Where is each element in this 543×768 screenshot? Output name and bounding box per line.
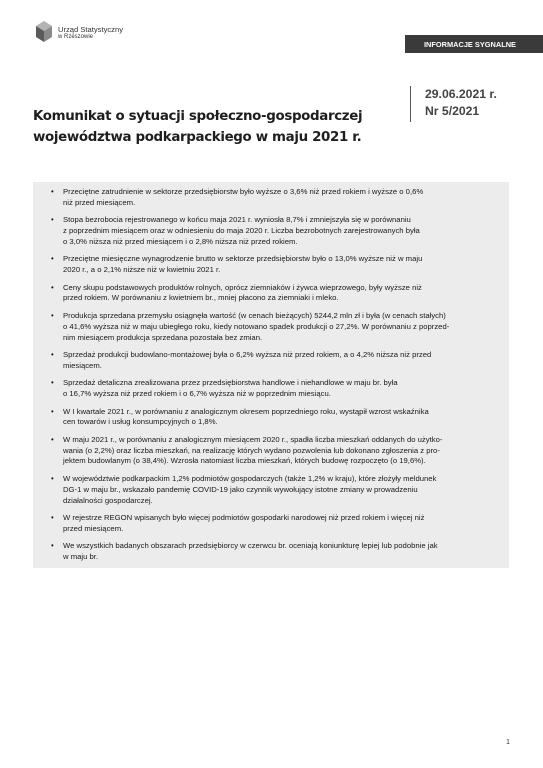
summary-line: przed miesiącem.: [63, 523, 124, 533]
summary-line: 2020 r., a o 2,1% niższe niż w kwietniu 2021 r.: [63, 265, 221, 275]
summary-item: [43, 378, 499, 400]
summary-line: Przeciętne miesięczne wynagrodzenie brutto w sektorze przedsiębiorstw było o 13,0% wyższe niż w maju: [63, 254, 423, 264]
title-line: województwa podkarpackiego w maju 2021 r.: [33, 130, 362, 145]
summary-line: W I kwartale 2021 r., w porównaniu z analogicznym okresem poprzedniego roku, wystąpił wzrost wskaźnika: [63, 406, 429, 416]
page-title: [33, 106, 373, 148]
bullet-icon: •: [51, 215, 54, 225]
summary-item-text: [63, 474, 493, 506]
summary-item: [43, 215, 499, 247]
summary-line: niż przed miesiącem.: [63, 197, 136, 207]
page-number: 1: [506, 737, 510, 746]
logo-location: w Rzeszowie: [58, 33, 94, 40]
summary-item: [43, 350, 499, 372]
summary-line: przed rokiem. W porównaniu z kwietniem br., mniej płacono za ziemniaki i mleko.: [63, 293, 339, 303]
bullet-icon: •: [51, 310, 54, 320]
summary-item: [43, 541, 499, 563]
summary-line: wania (o 2,2%) oraz liczba mieszkań, na realizację których wydano pozwolenia lub dokonano zgłoszenia z pro-: [63, 445, 440, 455]
summary-line: o 16,7% wyższa niż przed rokiem i o 6,7% wyższa niż w poprzednim miesiącu.: [63, 389, 331, 399]
logo: [34, 20, 123, 46]
summary-line: Ceny skupu podstawowych produktów rolnych, oprócz ziemniaków i żywca wieprzowego, były wyższe niż: [63, 282, 422, 292]
summary-item-text: [63, 541, 493, 563]
summary-item: [43, 254, 499, 276]
bullet-icon: •: [51, 513, 54, 522]
summary-line: działalności gospodarczej.: [63, 495, 153, 505]
summary-line: miesiącem.: [63, 360, 102, 370]
summary-line: W maju 2021 r., w porównaniu z analogicznym miesiącem 2020 r., spadła liczba mieszkań oddanych do użytko-: [63, 434, 443, 444]
summary-item: [43, 407, 499, 429]
summary-line: DG-1 w maju br., wskazało pandemię COVID-19 jako czynnik wywołujący istotne zmiany w prowadzeniu: [63, 484, 418, 494]
bullet-icon: •: [51, 282, 54, 292]
summary-line: cen towarów i usług konsumpcyjnych o 1,8%.: [63, 417, 218, 427]
bullet-icon: •: [51, 434, 54, 444]
summary-item-text: [63, 378, 493, 400]
bullet-icon: •: [51, 187, 54, 196]
category-badge: INFORMACJE SYGNALNE: [405, 35, 543, 53]
summary-line: We wszystkich badanych obszarach przedsiębiorcy w czerwcu br. oceniają koniunkturę lepiej lub podobnie jak: [63, 541, 438, 551]
bullet-icon: •: [51, 254, 54, 264]
summary-line: z poprzednim miesiącem oraz w odniesieniu do maja 2020 r. Liczba bezrobotnych zarejestrowanych była: [63, 226, 420, 236]
summary-line: Stopa bezrobocia rejestrowanego w końcu maja 2021 r. wyniosła 8,7% i zmniejszyła się w porównaniu: [63, 215, 411, 225]
summary-item-text: [63, 513, 493, 535]
logo-emblem-icon: [34, 20, 54, 46]
summary-line: Sprzedaż detaliczna zrealizowana przez przedsiębiorstwa handlowe i niehandlowe w maju br. była: [63, 378, 398, 388]
summary-box: [33, 182, 509, 568]
logo-name: Urząd Statystyczny: [58, 24, 123, 34]
bullet-icon: •: [51, 406, 54, 416]
summary-item-text: [63, 215, 493, 247]
issue-number: Nr 5/2021: [425, 104, 480, 118]
summary-item-text: [63, 435, 493, 467]
summary-item-text: [63, 283, 493, 305]
bullet-icon: •: [51, 378, 54, 388]
date-block: [410, 86, 497, 122]
bullet-icon: •: [51, 473, 54, 483]
summary-item: [43, 435, 499, 467]
summary-item-text: [63, 350, 493, 372]
summary-item-text: [63, 407, 493, 429]
summary-line: o 41,6% wyższa niż w maju ubiegłego roku, kiedy notowano spadek produkcji o 27,2%. W porównaniu z poprzed-: [63, 321, 450, 331]
summary-item-text: [63, 254, 493, 276]
summary-line: o 3,0% niższa niż przed miesiącem i o 2,8% niższa niż przed rokiem.: [63, 236, 298, 246]
summary-item: [43, 474, 499, 506]
summary-line: Sprzedaż produkcji budowlano-montażowej była o 6,2% wyższa niż przed rokiem, a o 4,2% niższa niż przed: [63, 350, 432, 359]
summary-line: W rejestrze REGON wpisanych było więcej podmiotów gospodarki narodowej niż przed rokiem i więcej niż: [63, 513, 425, 522]
summary-item: [43, 513, 499, 535]
title-line: Komunikat o sytuacji społeczno-gospodarczej: [33, 109, 363, 124]
summary-line: W województwie podkarpackim 1,2% podmiotów gospodarczych (także 1,2% w kraju), które złożyły meldunek: [63, 473, 437, 483]
bullet-icon: •: [51, 350, 54, 359]
summary-item: [43, 283, 499, 305]
summary-item-text: [63, 311, 493, 343]
summary-line: w maju br.: [63, 552, 99, 562]
summary-line: nim miesiącem produkcja sprzedana pozostała bez zmian.: [63, 332, 263, 342]
summary-item-text: [63, 187, 493, 209]
summary-line: Produkcja sprzedana przemysłu osiągnęła wartość (w cenach bieżących) 5244,2 mln zł i była (w cenach stałych): [63, 310, 446, 320]
summary-item: [43, 187, 499, 209]
publication-date: 29.06.2021 r.: [425, 87, 497, 101]
summary-item: [43, 311, 499, 343]
summary-line: jektem budowlanym (o 38,4%). Wzrosła natomiast liczba mieszkań, których budowę rozpoczęto (o 19,6%).: [63, 456, 426, 466]
summary-line: Przeciętne zatrudnienie w sektorze przedsiębiorstw było wyższe o 3,6% niż przed rokiem i wyższe o 0,6%: [63, 187, 424, 196]
bullet-icon: •: [51, 541, 54, 551]
